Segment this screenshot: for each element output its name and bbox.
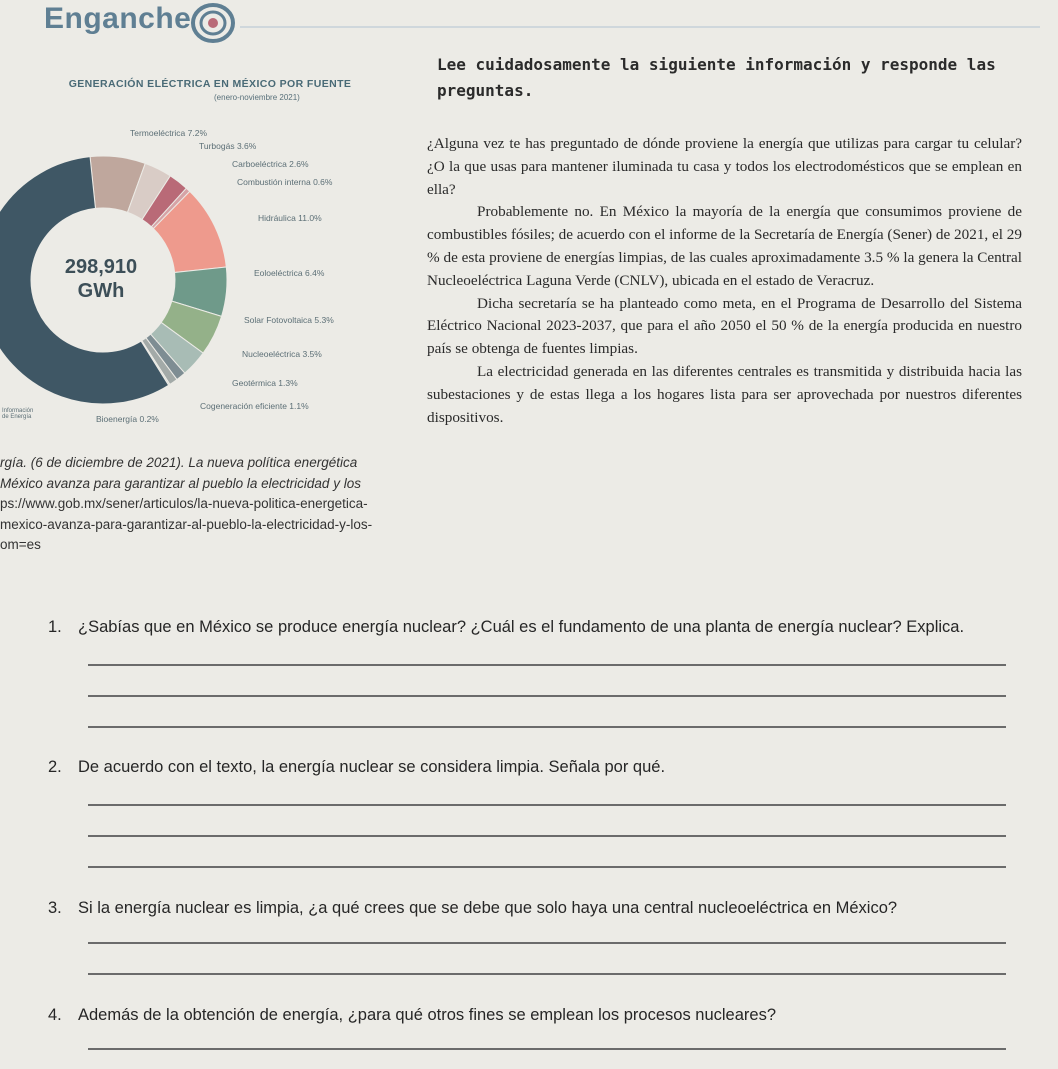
chart-label-combustion-interna: Combustión interna 0.6%: [237, 177, 333, 187]
paragraph: Dicha secretaría se ha planteado como meta, en el Programa de Desarrollo del Sistema Eléctrico Nacional 2023-2037, que para el año 2050 el 50 % de la energía producida en nuestro país se obtenga de fuentes limpias.: [427, 294, 1022, 358]
question-number: 4.: [48, 1006, 62, 1024]
chart-label-termoelectrica: Termoeléctrica 7.2%: [130, 128, 208, 138]
answer-line[interactable]: [88, 973, 1006, 975]
chart-source-note-line-2: de Energía: [2, 414, 32, 420]
question-2: [48, 758, 665, 777]
answer-line[interactable]: [88, 664, 1006, 666]
section-title: Enganche: [44, 2, 192, 35]
chart-title: GENERACIÓN ELÉCTRICA EN MÉXICO POR FUENTE: [68, 78, 352, 90]
question-1: [48, 618, 964, 637]
chart-subtitle: (enero-noviembre 2021): [214, 93, 300, 102]
chart-source-note: [2, 408, 33, 420]
answer-line[interactable]: [88, 1048, 1006, 1050]
citation-line: rgía. (6 de diciembre de 2021). La nueva política energética: [0, 455, 358, 470]
chart-label-bioenergia: Bioenergía 0.2%: [96, 414, 159, 424]
chart-label-geotermica: Geotérmica 1.3%: [232, 378, 298, 388]
reading-text: [427, 133, 1022, 429]
answer-line[interactable]: [88, 804, 1006, 806]
citation-line: om=es: [0, 537, 41, 552]
question-text: Si la energía nuclear es limpia, ¿a qué crees que se debe que solo haya una central nucleoeléctrica en México?: [78, 899, 898, 917]
citation: [0, 453, 400, 556]
instructions: Lee cuidadosamente la siguiente información y responde las preguntas.: [437, 55, 996, 100]
chart-center-unit: GWh: [77, 279, 125, 302]
question-number: 2.: [48, 758, 62, 776]
paragraph: ¿Alguna vez te has preguntado de dónde proviene la energía que utilizas para cargar tu celular? ¿O la que usas para mantener iluminada tu casa y todos los electrodomésticos que se emplean en ella?: [427, 135, 1022, 198]
answer-line[interactable]: [88, 726, 1006, 728]
question-text: Además de la obtención de energía, ¿para qué otros fines se emplean los procesos nucleares?: [78, 1006, 777, 1024]
chart-center-value: 298,910: [64, 256, 138, 278]
question-number: 1.: [48, 618, 62, 636]
chart-label-nucleoelectrica: Nucleoeléctrica 3.5%: [242, 349, 322, 359]
chart-label-eoloelectrica: Eoloeléctrica 6.4%: [254, 268, 325, 278]
chart-label-solar: Solar Fotovoltaica 5.3%: [244, 315, 334, 325]
question-text: De acuerdo con el texto, la energía nuclear se considera limpia. Señala por qué.: [78, 758, 666, 776]
question-number: 3.: [48, 899, 62, 917]
answer-line[interactable]: [88, 835, 1006, 837]
chart-center-label: [56, 256, 146, 303]
question-3: [48, 899, 897, 918]
answer-line[interactable]: [88, 942, 1006, 944]
paragraph: La electricidad generada en las diferentes centrales es transmitida y distribuida hacia las subestaciones y de estas llega a los hogares lista para ser aprovechada por nuestros diferentes dispositivos.: [427, 362, 1022, 426]
chart-source-note-line-1: Información: [2, 408, 34, 414]
chart-label-turbogas: Turbogás 3.6%: [199, 141, 257, 151]
chart-label-cogeneracion: Cogeneración eficiente 1.1%: [200, 401, 309, 411]
chart-label-hidraulica: Hidráulica 11.0%: [258, 213, 322, 223]
citation-line: mexico-avanza-para-garantizar-al-pueblo-la-electricidad-y-los-: [0, 516, 373, 532]
header-divider: [240, 26, 1040, 28]
chart-label-carboelectrica: Carboeléctrica 2.6%: [232, 159, 309, 169]
question-4: [48, 1006, 776, 1025]
question-text: ¿Sabías que en México se produce energía nuclear? ¿Cuál es el fundamento de una planta de energía nuclear? Explica.: [78, 618, 965, 636]
citation-line: ps://www.gob.mx/sener/articulos/la-nueva-politica-energetica-: [0, 496, 368, 511]
citation-line: México avanza para garantizar al pueblo la electricidad y los: [0, 475, 361, 491]
paragraph: Probablemente no. En México la mayoría de la energía que consumimos proviene de combustibles fósiles; de acuerdo con el informe de la Secretaría de Energía (Sener) de 2021, el 29 % de esta proviene de energías limpias, de las cuales aproximadamente 3.5 % la genera la Central Nucleoeléctrica Laguna Verde (CNLV), ubicada en el estado de Veracruz.: [427, 203, 1022, 289]
answer-line[interactable]: [88, 695, 1006, 697]
answer-line[interactable]: [88, 866, 1006, 868]
target-icon: [190, 2, 236, 44]
